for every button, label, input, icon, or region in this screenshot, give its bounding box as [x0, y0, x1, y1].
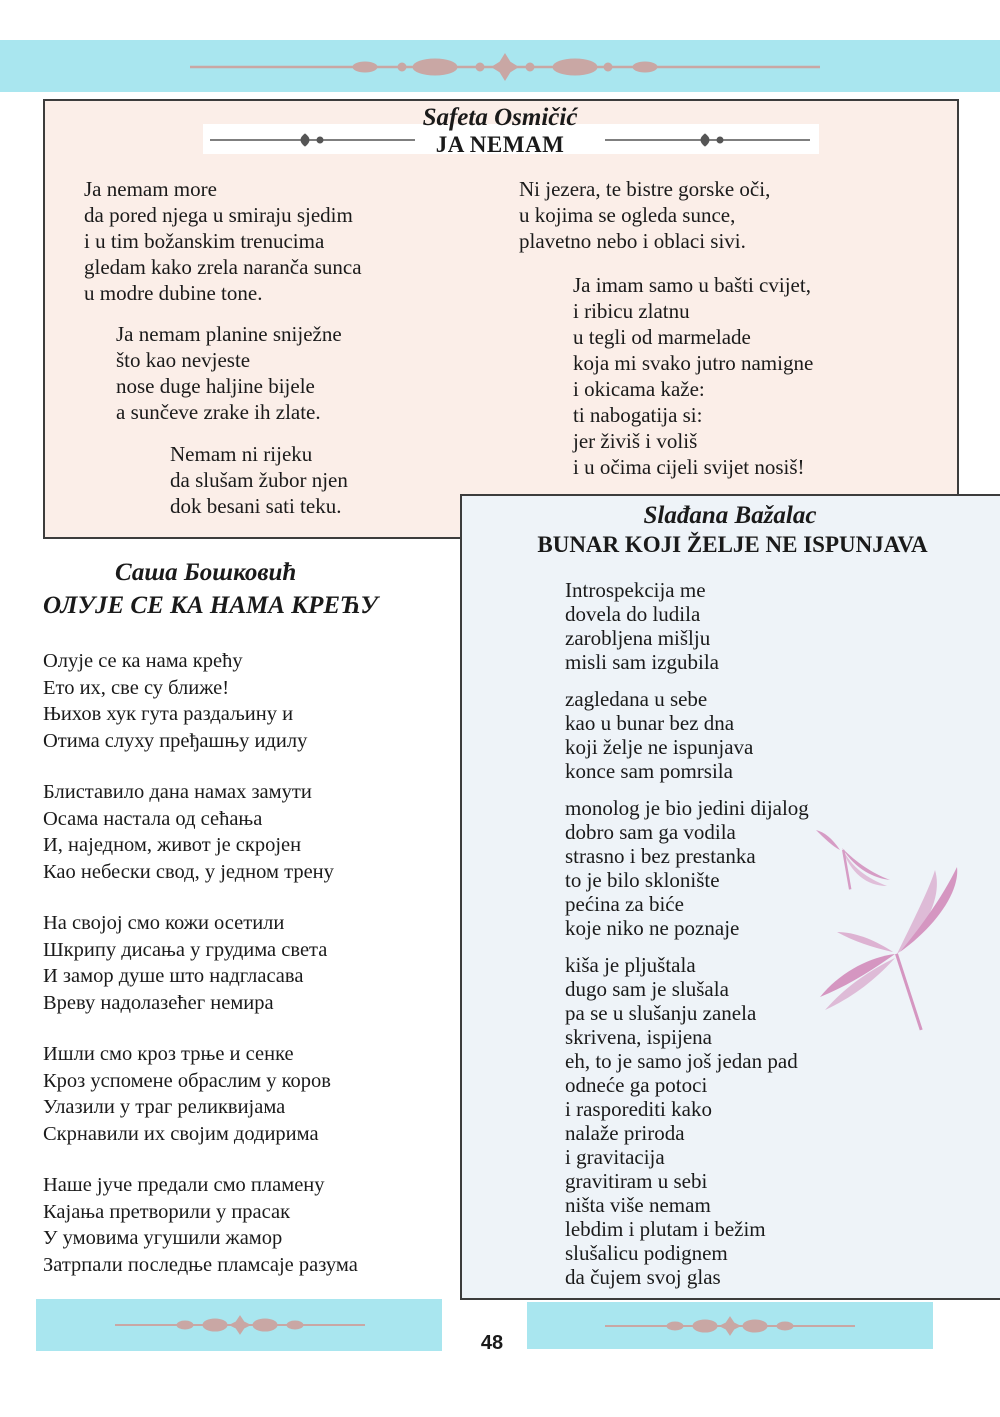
poem1-stanza-3: Nemam ni rijeku da slušam žubor njen dok besani sati teku. — [170, 442, 348, 518]
poem2-stanza-3: На својој смо кожи осетили Шкрипу дисања у грудима света И замор душе што надгласава Вреву надолазећег немира — [43, 912, 328, 1014]
poem3-stanza-2: zagledana u sebe kao u bunar bez dna koji želje ne ispunjava konce sam pomrsila — [565, 687, 754, 783]
bottom-ornament-right-icon — [605, 1314, 855, 1338]
dragonfly-large-icon — [815, 862, 965, 1037]
poem2-stanza-2: Блиставило дана намах замути Осама настала од сећања И, наједном, живот је скројен Као небески свод, у једном трену — [43, 781, 334, 883]
poem2-stanza-4: Ишли смо кроз трње и сенке Кроз успомене обраслим у коров Улазили у траг реликвијама Скрнавили их својим додирима — [43, 1043, 331, 1145]
poem1-stanza-1: Ja nemam more da pored njega u smiraju sjedim i u tim božanskim trenucima gledam kako zrela naranča sunca u modre dubine tone. — [84, 177, 362, 305]
poem3-title: BUNAR KOJI ŽELJE NE ISPUNJAVA — [537, 532, 928, 557]
poem3-author: Slađana Bažalac — [643, 502, 817, 529]
poem3-stanza-1: Introspekcija me dovela do ludila zarobljena mišlju misli sam izgubila — [565, 578, 719, 674]
poem3-stanza-4: kiša je pljuštala dugo sam je slušala pa se u slušanju zanela skrivena, ispijena eh, to je samo još jedan pad odneće ga potoci i rasporediti kako nalaže priroda i gravitacija gravitiram u sebi ništa više nemam lebdim i plutam i bežim slušalicu podignem da čujem svoj glas — [565, 953, 798, 1289]
poem1-author: Safeta Osmičić — [422, 104, 578, 131]
poem1-stanza-2: Ja nemam planine sniježne što kao nevjeste nose duge haljine bijele a sunčeve zrake ih zlate. — [116, 322, 342, 424]
poem1-stanza-5: Ja imam samo u bašti cvijet, i ribicu zlatnu u tegli od marmelade koja mi svako jutro namigne i okicama kaže: ti nabogatija si: jer živiš i voliš i u očima cijeli svijet nosiš! — [573, 273, 814, 479]
poem2-stanza-1: Олује се ка нама крећу Ето их, све су ближе! Њихов хук гута раздаљину и Отима слуху пређашњу идилу — [43, 650, 308, 752]
bottom-ornament-left-icon — [115, 1313, 365, 1337]
page-number: 48 — [480, 1332, 504, 1354]
poem1-stanza-4: Ni jezera, te bistre gorske oči, u kojima se ogleda sunce, plavetno nebo i oblaci sivi. — [519, 177, 771, 253]
poem2-author: Саша Бошковић — [115, 559, 297, 586]
poem2-title: ОЛУЈЕ СЕ КА НАМА КРЕЋУ — [43, 592, 378, 619]
poem3-stanza-3: monolog je bio jedini dijalog dobro sam ga vodila strasno i bez prestanka to je bilo sklonište pećina za biće koje niko ne poznaje — [565, 796, 809, 940]
poem1-title: JA NEMAM — [435, 132, 565, 157]
poem2-stanza-5: Наше јуче предали смо пламену Кајања претворили у прасак У умовима угушили жамор Затрпали последње пламсаје разума — [43, 1174, 358, 1276]
top-ornament-icon — [190, 52, 820, 82]
